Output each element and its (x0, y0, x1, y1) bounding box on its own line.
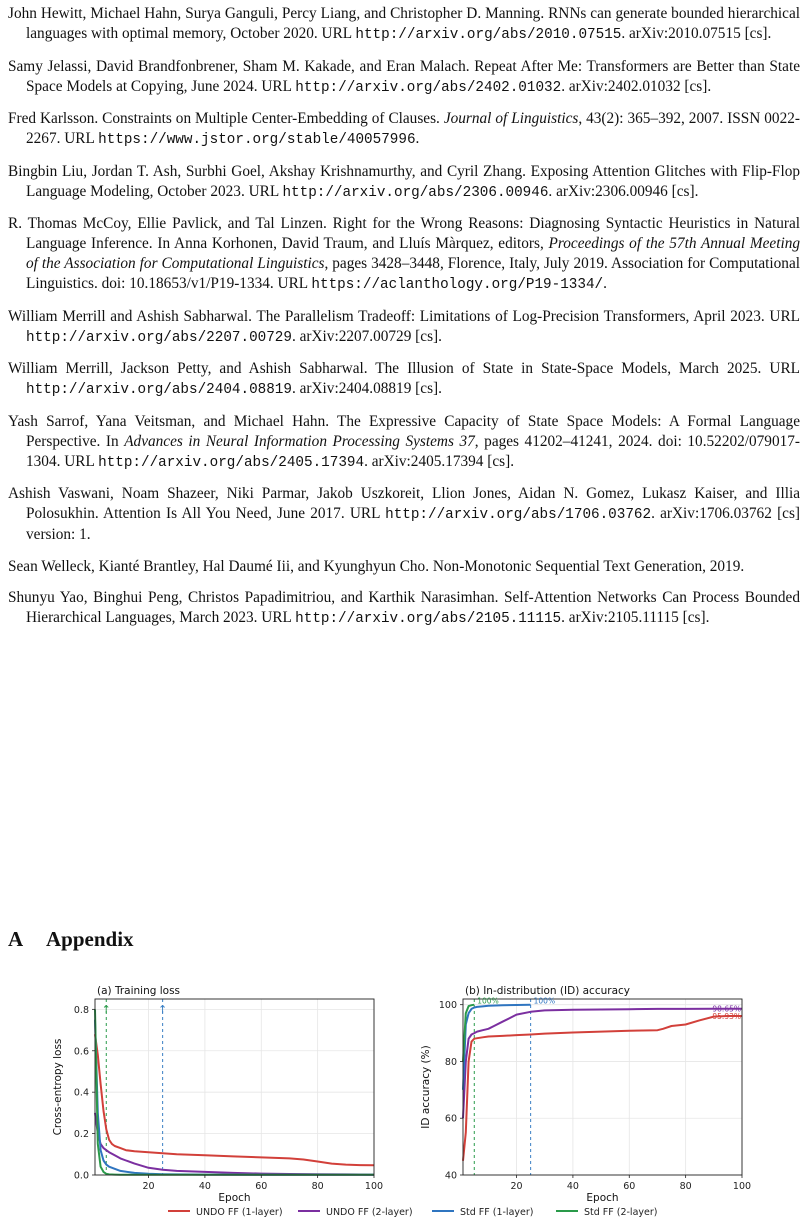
reference-text: . (603, 275, 607, 292)
reference-url-link[interactable]: http://arxiv.org/abs/2404.08819 (26, 382, 292, 398)
reference-text: R. Thomas McCoy, Ellie Pavlick, and Tal Linzen. Right for the Wrong Reasons: Diagnosing Syntactic Heuristics in Natural Language Inference. In Anna Korhonen, David Traum, and Lluís Màrquez, editors, (8, 215, 800, 252)
reference-url-link[interactable]: https://aclanthology.org/P19-1334/ (311, 277, 604, 293)
reference-text: . arXiv:2306.00946 [cs]. (548, 182, 699, 200)
reference-text: , pages 3428–3448, Florence, Italy, July 2019. Association for Computational Linguistics. doi: 10.18653/v1/P19-1334. URL (26, 255, 800, 292)
y-tick-label: 100 (438, 1000, 457, 1012)
section-number: A (8, 927, 24, 951)
chart-title: (b) In-distribution (ID) accuracy (465, 985, 630, 997)
x-tick-label: 60 (255, 1181, 268, 1192)
y-tick-label: 80 (444, 1056, 457, 1068)
y-tick-label: 0.6 (73, 1046, 89, 1058)
chart-title: (a) Training loss (97, 985, 181, 997)
legend-item (298, 1207, 413, 1218)
x-tick-label: 80 (679, 1181, 692, 1192)
reference-item (8, 588, 800, 629)
reference-text: . arXiv:2402.01032 [cs]. (561, 77, 712, 95)
legend-item (432, 1207, 533, 1218)
x-tick-label: 40 (198, 1181, 211, 1192)
reference-item (8, 109, 800, 150)
reference-item (8, 214, 800, 295)
x-tick-label: 40 (566, 1181, 579, 1192)
chart-panel-accuracy (420, 985, 751, 1204)
reference-text: William Merrill, Jackson Petty, and Ashish Sabharwal. The Illusion of State in State-Space Models, March 2025. URL (8, 360, 800, 377)
chart-legend (168, 1207, 657, 1218)
reference-url-link[interactable]: http://arxiv.org/abs/1706.03762 (385, 507, 652, 523)
reference-text: . arXiv:2207.00729 [cs]. (291, 327, 442, 345)
legend-label: UNDO FF (2-layer) (326, 1207, 413, 1218)
series-line-0 (95, 1034, 374, 1165)
section-title: Appendix (46, 927, 134, 951)
reference-text: . arXiv:2105.11115 [cs]. (561, 609, 710, 626)
x-tick-label: 100 (364, 1181, 384, 1192)
reference-text: , 43(2): 365–392, 2007. ISSN 0022-2267. URL (26, 110, 800, 147)
x-axis-label: Epoch (586, 1192, 619, 1204)
figure-training-curves (0, 965, 807, 1225)
x-tick-label: 60 (623, 1181, 636, 1192)
chart-panel-loss (52, 985, 383, 1204)
reference-text: Shunyu Yao, Binghui Peng, Christos Papadimitriou, and Karthik Narasimhan. Self-Attention Networks Can Process Bounded Hierarchical Languages, March 2023. URL (8, 589, 800, 626)
legend-item (168, 1207, 283, 1218)
series-line-1 (463, 1009, 742, 1118)
series-line-0 (463, 1016, 742, 1161)
reference-text: Samy Jelassi, David Brandfonbrener, Sham M. Kakade, and Eran Malach. Repeat After Me: Transformers are Better than State Space Models at Copying, June 2024. URL (8, 57, 800, 95)
x-tick-label: 20 (510, 1181, 523, 1192)
y-axis-label: Cross-entropy loss (52, 1038, 64, 1136)
y-axis-label: ID accuracy (%) (420, 1045, 432, 1129)
reference-text: Sean Welleck, Kianté Brantley, Hal Daumé Iii, and Kyunghyun Cho. Non-Monotonic Sequential Text Generation, 2019. (8, 557, 745, 575)
reference-item (8, 484, 800, 545)
legend-label: UNDO FF (1-layer) (196, 1207, 283, 1218)
value-annotation: 95.93% (712, 1012, 741, 1022)
y-tick-label: 0.4 (73, 1087, 89, 1099)
reference-text: . arXiv:2404.08819 [cs]. (291, 380, 442, 397)
reference-url-link[interactable]: http://arxiv.org/abs/2105.11115 (295, 611, 562, 627)
reference-item (8, 359, 800, 400)
reference-text: William Merrill and Ashish Sabharwal. The Parallelism Tradeoff: Limitations of Log-Precision Transformers, April 2023. URL (8, 307, 800, 325)
reference-text: . arXiv:1706.03762 [cs] version: 1. (26, 505, 800, 543)
reference-venue: Proceedings of the 57th Annual Meeting of the Association for Computational Linguistics (26, 235, 801, 272)
reference-item (8, 57, 800, 98)
y-tick-label: 0.2 (73, 1129, 89, 1141)
reference-url-link[interactable]: http://arxiv.org/abs/2010.07515 (355, 27, 622, 43)
reference-item (8, 412, 800, 473)
x-tick-label: 20 (142, 1181, 155, 1192)
x-axis-label: Epoch (218, 1192, 251, 1204)
reference-text: . (415, 130, 420, 147)
y-tick-label: 40 (444, 1170, 457, 1182)
convergence-arrow: ↑ (158, 1003, 168, 1016)
reference-item (8, 557, 800, 577)
reference-text: . arXiv:2010.07515 [cs]. (621, 25, 772, 42)
reference-url-link[interactable]: http://arxiv.org/abs/2306.00946 (282, 184, 549, 201)
reference-text: Ashish Vaswani, Noam Shazeer, Niki Parmar, Jakob Uszkoreit, Llion Jones, Aidan N. Gomez, Lukasz Kaiser, and Illia Polosukhin. Attention Is All You Need, June 2017. URL (8, 485, 800, 522)
reference-item (8, 4, 800, 45)
x-tick-label: 80 (311, 1181, 324, 1192)
legend-label: Std FF (1-layer) (460, 1207, 534, 1218)
reference-text: , pages 41202–41241, 2024. doi: 10.52202/079017-1304. URL (26, 432, 800, 470)
reference-text: John Hewitt, Michael Hahn, Surya Ganguli, Percy Liang, and Christopher D. Manning. RNNs can generate bounded hierarchical languages with optimal memory, October 2020. URL (8, 5, 800, 42)
x-tick-label: 100 (732, 1181, 752, 1192)
reference-item (8, 307, 800, 348)
value-annotation: 98.65% (712, 1004, 741, 1014)
value-annotation: 100% (533, 996, 556, 1006)
reference-url-link[interactable]: http://arxiv.org/abs/2207.00729 (26, 329, 292, 346)
references-list (8, 4, 800, 641)
y-tick-label: 60 (444, 1113, 457, 1125)
convergence-arrow: ↑ (101, 1003, 111, 1016)
legend-label: Std FF (2-layer) (584, 1207, 658, 1218)
reference-text: . arXiv:2405.17394 [cs]. (364, 452, 515, 470)
axes-frame (463, 996, 742, 1175)
reference-text: Bingbin Liu, Jordan T. Ash, Surbhi Goel, Akshay Krishnamurthy, and Cyril Zhang. Exposing Attention Glitches with Flip-Flop Language Modeling, October 2023. URL (8, 162, 800, 200)
reference-venue: Journal of Linguistics (443, 110, 579, 127)
y-tick-label: 0.0 (73, 1170, 89, 1182)
series-line-2 (463, 1005, 531, 1090)
series-line-1 (95, 1113, 374, 1175)
section-heading-appendix (8, 927, 134, 952)
reference-text: Fred Karlsson. Constraints on Multiple Center-Embedding of Clauses. (8, 110, 444, 127)
reference-text: Yash Sarrof, Yana Veitsman, and Michael Hahn. The Expressive Capacity of State Space Models: A Formal Language Perspective. In (8, 412, 800, 450)
legend-item (556, 1207, 657, 1218)
value-annotation: 100% (477, 996, 499, 1006)
reference-url-link[interactable]: http://arxiv.org/abs/2402.01032 (295, 79, 562, 96)
reference-item (8, 162, 800, 203)
axes-frame (95, 999, 374, 1175)
y-tick-label: 0.8 (73, 1004, 89, 1016)
reference-url-link[interactable]: http://arxiv.org/abs/2405.17394 (98, 454, 365, 471)
reference-venue: Advances in Neural Information Processing Systems 37 (124, 432, 475, 450)
reference-url-link[interactable]: https://www.jstor.org/stable/40057996 (98, 132, 416, 148)
